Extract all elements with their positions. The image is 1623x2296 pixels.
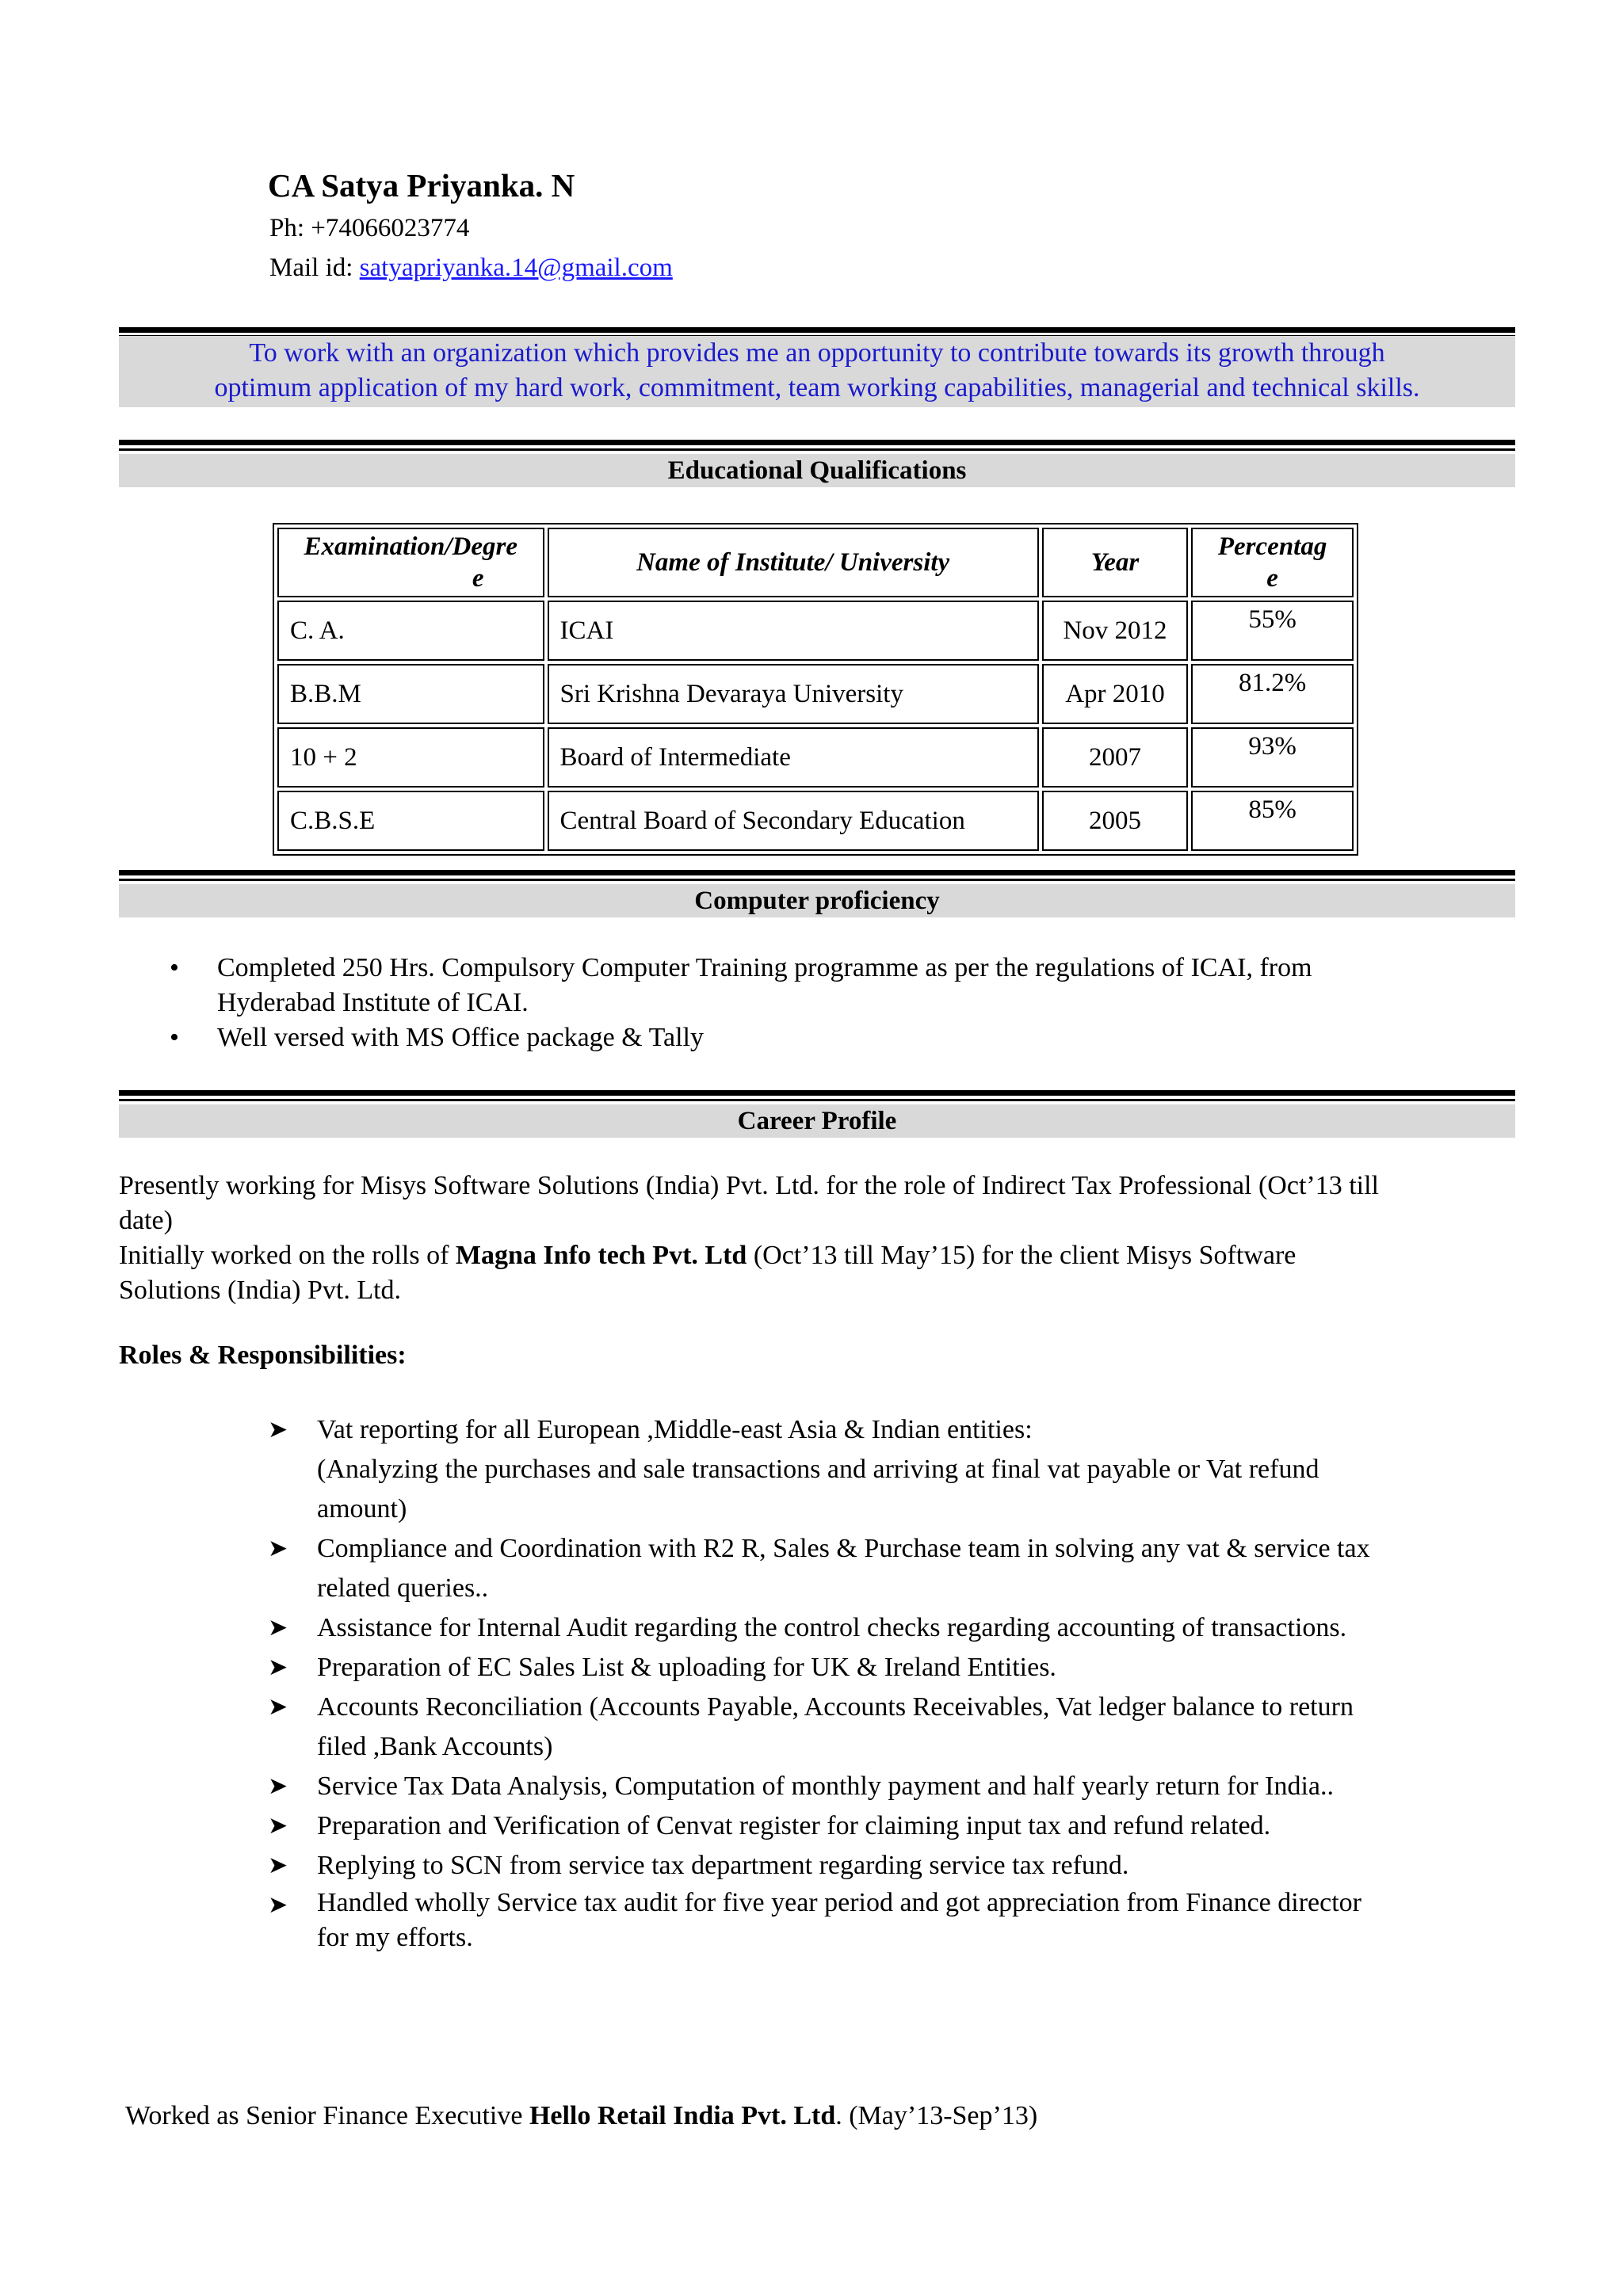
roles-list [262, 1410, 1506, 1955]
role-line: amount) [317, 1494, 407, 1524]
cell-institute: Board of Intermediate [548, 727, 1039, 788]
footer-pre: Worked as Senior Finance Executive [125, 2101, 529, 2130]
role-line: filed ,Bank Accounts) [317, 1732, 553, 1761]
arrowhead-bullet-icon: ➤ [268, 1813, 288, 1839]
career-section-title: Career Profile [119, 1104, 1515, 1138]
list-item-line: Completed 250 Hrs. Compulsory Computer Training programme as per the regulations of ICAI, from [217, 953, 1312, 982]
cell-year: Apr 2010 [1042, 664, 1188, 724]
list-item [262, 1767, 1506, 1806]
table-row [277, 727, 1354, 788]
list-item [262, 1886, 1506, 1955]
table-row [277, 791, 1354, 851]
career-p2-post: (Oct’13 till May’15) for the client Misys Software [747, 1241, 1296, 1270]
list-item-line: Hyderabad Institute of ICAI. [217, 988, 529, 1017]
header-examination [277, 528, 544, 597]
candidate-name: CA Satya Priyanka. N [268, 167, 575, 204]
arrowhead-bullet-icon: ➤ [268, 1615, 288, 1641]
career-p2-pre: Initially worked on the rolls of [119, 1241, 456, 1270]
arrowhead-bullet-icon: ➤ [268, 1852, 288, 1878]
cell-institute: Sri Krishna Devaraya University [548, 664, 1039, 724]
role-line: for my efforts. [317, 1923, 473, 1952]
disc-bullet-icon: • [170, 953, 179, 982]
role-line: Vat reporting for all European ,Middle-east Asia & Indian entities: [317, 1415, 1033, 1444]
edu-section-title: Educational Qualifications [119, 454, 1515, 487]
career-p2-line2: Solutions (India) Pvt. Ltd. [119, 1276, 402, 1305]
header-examination-line1: Examination/Degre [304, 532, 518, 561]
list-item [262, 1688, 1506, 1767]
roles-heading: Roles & Responsibilities: [119, 1341, 407, 1370]
career-top-rule [119, 1090, 1515, 1096]
table-row [277, 601, 1354, 661]
computer-top-rule [119, 870, 1515, 875]
arrowhead-bullet-icon: ➤ [268, 1892, 288, 1918]
header-examination-line2: e [472, 564, 484, 593]
list-item [262, 1648, 1506, 1688]
role-line: Assistance for Internal Audit regarding the control checks regarding accounting of transactions. [317, 1613, 1347, 1642]
cell-year: Nov 2012 [1042, 601, 1188, 661]
objective-line-2: optimum application of my hard work, commitment, team working capabilities, managerial and technical skills. [214, 373, 1420, 402]
computer-section-title: Computer proficiency [119, 884, 1515, 917]
edu-top-rule-thin [119, 448, 1515, 451]
cell-year: 2007 [1042, 727, 1188, 788]
list-item [158, 951, 1506, 1020]
objective-box [119, 336, 1515, 407]
list-item-line: Well versed with MS Office package & Tally [217, 1023, 704, 1052]
cell-year: 2005 [1042, 791, 1188, 851]
edu-top-rule [119, 440, 1515, 445]
cell-exam: C.B.S.E [277, 791, 544, 851]
cell-percent: 85% [1191, 791, 1354, 851]
list-item [262, 1846, 1506, 1886]
role-line: Accounts Reconciliation (Accounts Payable, Accounts Receivables, Vat ledger balance to return [317, 1692, 1354, 1722]
mail-link[interactable]: satyapriyanka.14@gmail.com [359, 254, 673, 282]
role-line: Replying to SCN from service tax department regarding service tax refund. [317, 1851, 1129, 1880]
career-p2-line1 [119, 1238, 1522, 1273]
phone-number: Ph: +74066023774 [269, 214, 470, 242]
cell-institute: Central Board of Secondary Education [548, 791, 1039, 851]
previous-employment-line [125, 2101, 1037, 2131]
table-row [277, 664, 1354, 724]
career-top-rule-thin [119, 1099, 1515, 1101]
list-item [262, 1529, 1506, 1608]
role-line: related queries.. [317, 1573, 489, 1603]
role-line: Preparation of EC Sales List & uploading for UK & Ireland Entities. [317, 1653, 1056, 1682]
role-line: Handled wholly Service tax audit for five year period and got appreciation from Finance director [317, 1888, 1361, 1917]
header-year: Year [1042, 528, 1188, 597]
mail-line [269, 254, 673, 283]
cell-percent: 55% [1191, 601, 1354, 661]
company-name-magna: Magna Info tech Pvt. Ltd [455, 1241, 747, 1270]
role-line: Service Tax Data Analysis, Computation of monthly payment and half yearly return for India.. [317, 1772, 1335, 1801]
list-item [262, 1410, 1506, 1529]
cell-percent: 81.2% [1191, 664, 1354, 724]
cell-exam: 10 + 2 [277, 727, 544, 788]
role-line: Compliance and Coordination with R2 R, Sales & Purchase team in solving any vat & service tax [317, 1534, 1370, 1563]
cell-percent: 93% [1191, 727, 1354, 788]
mail-label: Mail id: [269, 254, 360, 282]
career-p1-line2: date) [119, 1206, 173, 1235]
career-p1-line1: Presently working for Misys Software Solutions (India) Pvt. Ltd. for the role of Indirect Tax Professional (Oct’13 till [119, 1171, 1379, 1200]
arrowhead-bullet-icon: ➤ [268, 1535, 288, 1562]
objective-line-1: To work with an organization which provides me an opportunity to contribute towards its growth through [249, 338, 1385, 368]
role-line: Preparation and Verification of Cenvat register for claiming input tax and refund related. [317, 1811, 1271, 1840]
header-institute: Name of Institute/ University [548, 528, 1039, 597]
career-paragraph-1 [119, 1169, 1522, 1308]
computer-top-rule-thin [119, 879, 1515, 881]
cell-institute: ICAI [548, 601, 1039, 661]
arrowhead-bullet-icon: ➤ [268, 1694, 288, 1720]
header-percentage-line2: e [1266, 564, 1278, 593]
disc-bullet-icon: • [170, 1023, 179, 1052]
objective-top-rule [119, 327, 1515, 333]
arrowhead-bullet-icon: ➤ [268, 1417, 288, 1443]
list-item [262, 1806, 1506, 1846]
arrowhead-bullet-icon: ➤ [268, 1773, 288, 1799]
header-percentage-line1: Percentag [1217, 532, 1327, 561]
company-name-hello-retail: Hello Retail India Pvt. Ltd [529, 2101, 836, 2130]
arrowhead-bullet-icon: ➤ [268, 1654, 288, 1680]
cell-exam: C. A. [277, 601, 544, 661]
header-percentage [1191, 528, 1354, 597]
cell-exam: B.B.M [277, 664, 544, 724]
education-table [273, 523, 1358, 856]
role-line: (Analyzing the purchases and sale transactions and arriving at final vat payable or Vat refund [317, 1455, 1319, 1484]
footer-post: . (May’13-Sep’13) [835, 2101, 1038, 2130]
education-header-row [277, 528, 1354, 597]
list-item [262, 1608, 1506, 1648]
computer-bullet-list [158, 951, 1506, 1055]
list-item [158, 1020, 1506, 1055]
